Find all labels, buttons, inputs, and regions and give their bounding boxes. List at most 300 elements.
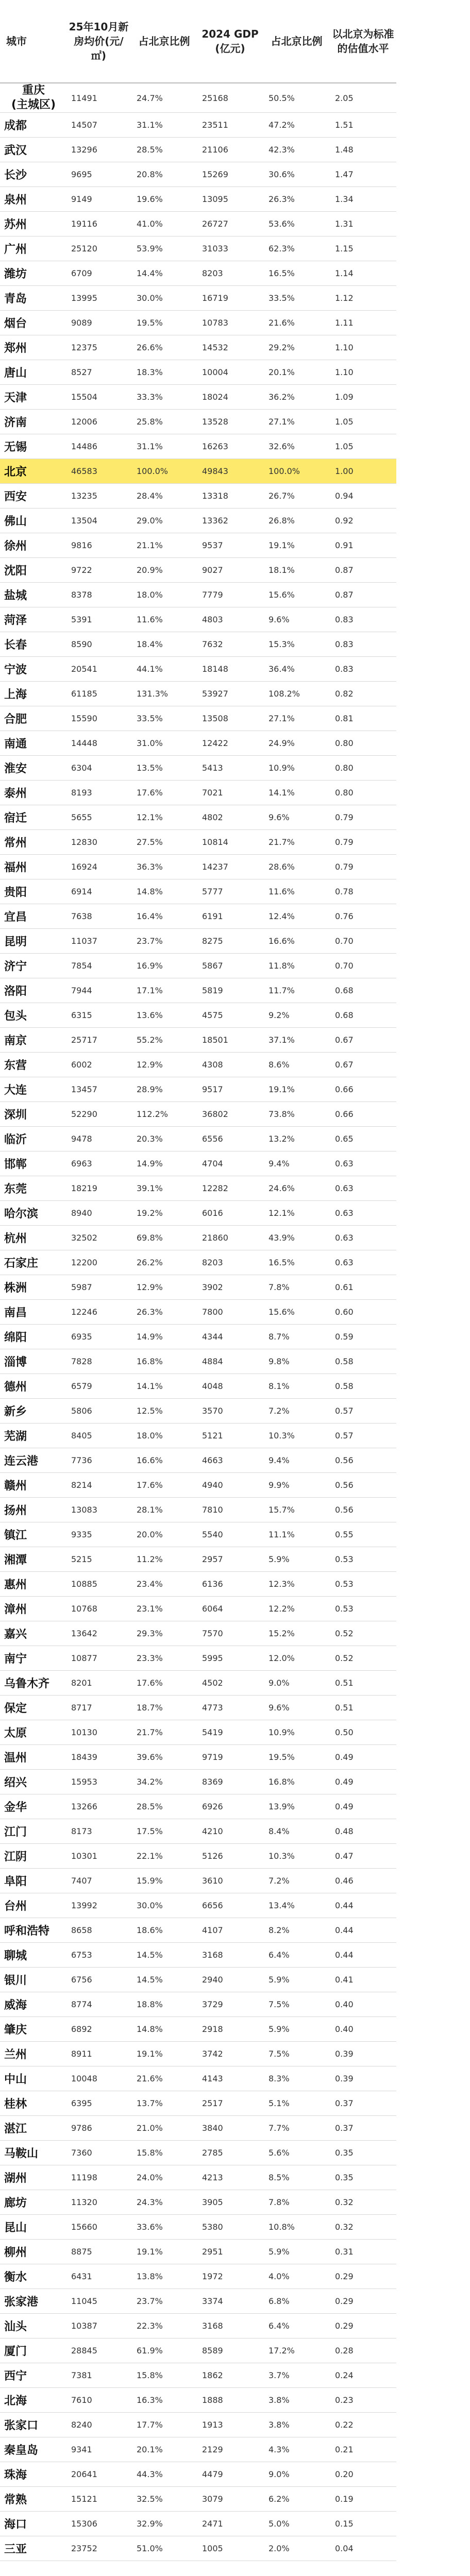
cell-city: 徐州 (0, 533, 66, 558)
cell-price: 8527 (66, 360, 131, 385)
cell-city: 湖州 (0, 2165, 66, 2190)
cell-level: 0.51 (330, 1696, 396, 1720)
table-row (0, 830, 470, 855)
cell-price-ratio: 33.6% (131, 2215, 197, 2240)
cell-gdp-ratio: 9.2% (263, 1003, 330, 1028)
cell-level: 0.37 (330, 2116, 396, 2141)
cell-gdp: 13095 (197, 187, 263, 212)
cell-price-ratio: 28.5% (131, 1794, 197, 1819)
cell-price-ratio: 13.6% (131, 1003, 197, 1028)
cell-price-ratio: 18.4% (131, 632, 197, 657)
cell-gdp-ratio: 36.2% (263, 385, 330, 410)
cell-price: 11045 (66, 2289, 131, 2314)
table-row (0, 533, 470, 558)
cell-gdp: 5777 (197, 879, 263, 904)
cell-price-ratio: 16.6% (131, 1448, 197, 1473)
cell-price: 8940 (66, 1201, 131, 1226)
cell-city: 德州 (0, 1374, 66, 1399)
cell-level: 0.56 (330, 1448, 396, 1473)
cell-city: 聊城 (0, 1943, 66, 1968)
cell-price-ratio: 41.0% (131, 212, 197, 236)
cell-price-ratio: 23.3% (131, 1646, 197, 1671)
cell-city: 汕头 (0, 2314, 66, 2338)
cell-city: 绍兴 (0, 1770, 66, 1794)
cell-gdp-ratio: 9.0% (263, 1671, 330, 1696)
cell-price: 9695 (66, 162, 131, 187)
cell-gdp-ratio: 9.4% (263, 1448, 330, 1473)
table-row (0, 1992, 470, 2017)
cell-city: 张家口 (0, 2413, 66, 2437)
table-row (0, 632, 470, 657)
cell-gdp: 9719 (197, 1745, 263, 1770)
cell-price-ratio: 29.3% (131, 1621, 197, 1646)
cell-price-ratio: 29.0% (131, 509, 197, 533)
cell-level: 1.47 (330, 162, 396, 187)
cell-gdp-ratio: 19.1% (263, 533, 330, 558)
cell-level: 0.28 (330, 2338, 396, 2363)
cell-gdp-ratio: 2.0% (263, 2536, 330, 2561)
cell-level: 0.79 (330, 805, 396, 830)
cell-gdp: 2951 (197, 2240, 263, 2264)
cell-gdp: 3742 (197, 2042, 263, 2066)
cell-level: 0.40 (330, 1992, 396, 2017)
cell-price: 23752 (66, 2536, 131, 2561)
table-row (0, 385, 470, 410)
cell-gdp-ratio: 7.5% (263, 1992, 330, 2017)
cell-price-ratio: 26.3% (131, 1300, 197, 1325)
cell-price-ratio: 53.9% (131, 236, 197, 261)
cell-price-ratio: 16.9% (131, 954, 197, 978)
cell-price: 10387 (66, 2314, 131, 2338)
cell-level: 0.63 (330, 1201, 396, 1226)
cell-level: 0.63 (330, 1176, 396, 1201)
cell-gdp: 5121 (197, 1423, 263, 1448)
cell-gdp: 5819 (197, 978, 263, 1003)
cell-price-ratio: 28.1% (131, 1498, 197, 1522)
cell-city: 海口 (0, 2512, 66, 2536)
cell-price: 11491 (66, 83, 131, 113)
cell-price-ratio: 14.4% (131, 261, 197, 286)
cell-gdp-ratio: 15.6% (263, 1300, 330, 1325)
cell-price: 25120 (66, 236, 131, 261)
cell-price: 7638 (66, 904, 131, 929)
cell-price-ratio: 17.6% (131, 1671, 197, 1696)
cell-city: 广州 (0, 236, 66, 261)
cell-gdp-ratio: 27.1% (263, 706, 330, 731)
cell-gdp: 7779 (197, 583, 263, 607)
cell-gdp: 25168 (197, 83, 263, 113)
cell-level: 0.58 (330, 1349, 396, 1374)
cell-gdp-ratio: 17.2% (263, 2338, 330, 2363)
cell-gdp: 10814 (197, 830, 263, 855)
cell-level: 0.32 (330, 2190, 396, 2215)
cell-city: 漳州 (0, 1597, 66, 1621)
cell-price: 19116 (66, 212, 131, 236)
table-row (0, 2512, 470, 2536)
cell-price-ratio: 19.1% (131, 2240, 197, 2264)
cell-price-ratio: 18.8% (131, 1992, 197, 2017)
cell-price: 9149 (66, 187, 131, 212)
cell-price: 10301 (66, 1844, 131, 1869)
cell-level: 0.35 (330, 2165, 396, 2190)
cell-price: 8875 (66, 2240, 131, 2264)
cell-price-ratio: 17.7% (131, 2413, 197, 2437)
cell-gdp-ratio: 29.2% (263, 335, 330, 360)
cell-gdp: 2940 (197, 1968, 263, 1992)
table-row (0, 2437, 470, 2462)
cell-price: 6002 (66, 1053, 131, 1077)
cell-price-ratio: 17.6% (131, 1473, 197, 1498)
cell-price: 13504 (66, 509, 131, 533)
cell-gdp: 2129 (197, 2437, 263, 2462)
cell-city: 湘潭 (0, 1547, 66, 1572)
cell-price-ratio: 14.5% (131, 1968, 197, 1992)
cell-gdp-ratio: 5.6% (263, 2141, 330, 2165)
cell-gdp: 1913 (197, 2413, 263, 2437)
cell-price: 13642 (66, 1621, 131, 1646)
cell-gdp-ratio: 9.8% (263, 1349, 330, 1374)
cell-city: 西安 (0, 484, 66, 509)
cell-price: 10768 (66, 1597, 131, 1621)
cell-price-ratio: 32.9% (131, 2512, 197, 2536)
cell-level: 0.52 (330, 1646, 396, 1671)
table-row (0, 459, 470, 484)
cell-price-ratio: 33.5% (131, 706, 197, 731)
cell-gdp-ratio: 15.2% (263, 1621, 330, 1646)
cell-gdp: 13318 (197, 484, 263, 509)
cell-price: 8193 (66, 781, 131, 805)
cell-price: 7944 (66, 978, 131, 1003)
cell-city: 贵阳 (0, 879, 66, 904)
cell-price: 13457 (66, 1077, 131, 1102)
cell-gdp: 14237 (197, 855, 263, 879)
cell-price: 6395 (66, 2091, 131, 2116)
cell-gdp: 21860 (197, 1226, 263, 1250)
cell-city: 佛山 (0, 509, 66, 533)
cell-level: 0.39 (330, 2066, 396, 2091)
table-row (0, 1423, 470, 1448)
cell-price: 7610 (66, 2388, 131, 2413)
cell-city: 台州 (0, 1893, 66, 1918)
table-row (0, 1844, 470, 1869)
cell-gdp-ratio: 47.2% (263, 113, 330, 138)
cell-city: 合肥 (0, 706, 66, 731)
cell-gdp-ratio: 8.4% (263, 1819, 330, 1844)
cell-price-ratio: 28.9% (131, 1077, 197, 1102)
cell-gdp: 13362 (197, 509, 263, 533)
cell-city: 宿迁 (0, 805, 66, 830)
cell-city: 珠海 (0, 2462, 66, 2487)
cell-gdp: 4575 (197, 1003, 263, 1028)
cell-level: 0.53 (330, 1597, 396, 1621)
cell-level: 0.51 (330, 1671, 396, 1696)
cell-gdp: 1005 (197, 2536, 263, 2561)
cell-gdp-ratio: 14.1% (263, 781, 330, 805)
cell-price-ratio: 31.1% (131, 434, 197, 459)
cell-price: 6914 (66, 879, 131, 904)
cell-gdp: 49843 (197, 459, 263, 484)
cell-price: 15660 (66, 2215, 131, 2240)
cell-price-ratio: 23.7% (131, 929, 197, 954)
cell-level: 1.34 (330, 187, 396, 212)
cell-gdp-ratio: 10.3% (263, 1423, 330, 1448)
cell-price: 6756 (66, 1968, 131, 1992)
cell-price: 20541 (66, 657, 131, 682)
cell-price-ratio: 44.1% (131, 657, 197, 682)
cell-level: 0.66 (330, 1077, 396, 1102)
cell-city: 苏州 (0, 212, 66, 236)
cell-gdp-ratio: 5.9% (263, 1547, 330, 1572)
cell-gdp-ratio: 4.0% (263, 2264, 330, 2289)
cell-gdp-ratio: 10.8% (263, 2215, 330, 2240)
cell-city: 福州 (0, 855, 66, 879)
cell-price-ratio: 24.7% (131, 83, 197, 113)
table-row (0, 1250, 470, 1275)
cell-city: 长沙 (0, 162, 66, 187)
cell-level: 1.11 (330, 311, 396, 335)
cell-level: 0.46 (330, 1869, 396, 1893)
cell-gdp-ratio: 13.4% (263, 1893, 330, 1918)
cell-gdp: 1972 (197, 2264, 263, 2289)
cell-gdp-ratio: 5.9% (263, 2017, 330, 2042)
cell-price: 12375 (66, 335, 131, 360)
table-row (0, 2165, 470, 2190)
cell-level: 0.70 (330, 929, 396, 954)
table-row (0, 1473, 470, 1498)
cell-city: 兰州 (0, 2042, 66, 2066)
cell-gdp-ratio: 13.9% (263, 1794, 330, 1819)
cell-gdp-ratio: 9.6% (263, 805, 330, 830)
table-row (0, 212, 470, 236)
cell-level: 0.39 (330, 2042, 396, 2066)
cell-gdp-ratio: 26.3% (263, 187, 330, 212)
cell-city: 上海 (0, 682, 66, 706)
cell-gdp: 3840 (197, 2116, 263, 2141)
table-row (0, 1003, 470, 1028)
cell-level: 0.04 (330, 2536, 396, 2561)
table-row (0, 1448, 470, 1473)
cell-price: 7381 (66, 2363, 131, 2388)
cell-price-ratio: 14.5% (131, 1943, 197, 1968)
cell-gdp: 8369 (197, 1770, 263, 1794)
cell-price-ratio: 112.2% (131, 1102, 197, 1127)
cell-level: 0.83 (330, 607, 396, 632)
cell-level: 0.57 (330, 1399, 396, 1423)
table-row (0, 113, 470, 138)
cell-price-ratio: 24.0% (131, 2165, 197, 2190)
cell-gdp-ratio: 12.0% (263, 1646, 330, 1671)
cell-price: 6963 (66, 1151, 131, 1176)
cell-gdp-ratio: 12.4% (263, 904, 330, 929)
cell-price: 9478 (66, 1127, 131, 1151)
cell-city: 肇庆 (0, 2017, 66, 2042)
table-row (0, 1671, 470, 1696)
table-row (0, 1498, 470, 1522)
cell-city: 赣州 (0, 1473, 66, 1498)
cell-gdp-ratio: 9.0% (263, 2462, 330, 2487)
cell-price-ratio: 15.8% (131, 2141, 197, 2165)
cell-city: 泉州 (0, 187, 66, 212)
cell-city: 天津 (0, 385, 66, 410)
cell-gdp: 5867 (197, 954, 263, 978)
cell-level: 0.61 (330, 1275, 396, 1300)
cell-city: 唐山 (0, 360, 66, 385)
cell-price-ratio: 13.7% (131, 2091, 197, 2116)
cell-level: 0.47 (330, 1844, 396, 1869)
cell-price-ratio: 17.5% (131, 1819, 197, 1844)
cell-gdp: 10004 (197, 360, 263, 385)
cell-price: 10885 (66, 1572, 131, 1597)
cell-price-ratio: 31.0% (131, 731, 197, 756)
cell-gdp-ratio: 16.5% (263, 1250, 330, 1275)
cell-level: 2.05 (330, 83, 396, 113)
cell-gdp-ratio: 30.6% (263, 162, 330, 187)
cell-price: 11037 (66, 929, 131, 954)
cell-price-ratio: 20.0% (131, 1522, 197, 1547)
cell-price-ratio: 20.9% (131, 558, 197, 583)
table-row (0, 1325, 470, 1349)
header-gdp-ratio: 占北京比例 (263, 0, 330, 83)
table-row (0, 2066, 470, 2091)
cell-gdp: 7810 (197, 1498, 263, 1522)
cell-gdp: 15269 (197, 162, 263, 187)
cell-level: 0.81 (330, 706, 396, 731)
cell-price: 8590 (66, 632, 131, 657)
cell-gdp-ratio: 11.7% (263, 978, 330, 1003)
cell-price: 9722 (66, 558, 131, 583)
table-row (0, 879, 470, 904)
cell-gdp-ratio: 20.1% (263, 360, 330, 385)
cell-price-ratio: 17.6% (131, 781, 197, 805)
cell-price: 9786 (66, 2116, 131, 2141)
cell-level: 0.56 (330, 1498, 396, 1522)
cell-gdp: 4479 (197, 2462, 263, 2487)
cell-price-ratio: 16.8% (131, 1349, 197, 1374)
cell-gdp: 26727 (197, 212, 263, 236)
table-row (0, 360, 470, 385)
cell-gdp-ratio: 6.4% (263, 1943, 330, 1968)
cell-city: 西宁 (0, 2363, 66, 2388)
table-row (0, 583, 470, 607)
cell-price-ratio: 18.3% (131, 360, 197, 385)
cell-price: 20641 (66, 2462, 131, 2487)
table-row (0, 1819, 470, 1844)
cell-gdp-ratio: 5.9% (263, 2240, 330, 2264)
cell-price: 6935 (66, 1325, 131, 1349)
cell-level: 1.00 (330, 459, 396, 484)
cell-gdp-ratio: 12.1% (263, 1201, 330, 1226)
table-row (0, 1275, 470, 1300)
cell-level: 0.87 (330, 558, 396, 583)
table-row (0, 2314, 470, 2338)
cell-price: 13083 (66, 1498, 131, 1522)
cell-price: 12830 (66, 830, 131, 855)
cell-price: 10877 (66, 1646, 131, 1671)
cell-level: 1.05 (330, 410, 396, 434)
cell-city: 惠州 (0, 1572, 66, 1597)
cell-price: 46583 (66, 459, 131, 484)
table-row (0, 1745, 470, 1770)
cell-gdp: 2918 (197, 2017, 263, 2042)
table-row (0, 2091, 470, 2116)
cell-price: 6709 (66, 261, 131, 286)
cell-price: 18219 (66, 1176, 131, 1201)
cell-gdp: 6191 (197, 904, 263, 929)
cell-gdp: 6926 (197, 1794, 263, 1819)
cell-gdp: 4663 (197, 1448, 263, 1473)
cell-gdp-ratio: 8.5% (263, 2165, 330, 2190)
table-row (0, 756, 470, 781)
cell-gdp-ratio: 36.4% (263, 657, 330, 682)
table-row (0, 558, 470, 583)
cell-gdp-ratio: 28.6% (263, 855, 330, 879)
cell-level: 0.37 (330, 2091, 396, 2116)
table-row (0, 410, 470, 434)
cell-gdp-ratio: 24.6% (263, 1176, 330, 1201)
cell-price: 11320 (66, 2190, 131, 2215)
cell-price: 10048 (66, 2066, 131, 2091)
cell-gdp: 5413 (197, 756, 263, 781)
cell-gdp: 4210 (197, 1819, 263, 1844)
cell-level: 0.41 (330, 1968, 396, 1992)
cell-gdp: 8275 (197, 929, 263, 954)
cell-level: 1.10 (330, 335, 396, 360)
cell-level: 0.21 (330, 2437, 396, 2462)
table-row (0, 434, 470, 459)
cell-level: 0.53 (330, 1547, 396, 1572)
cell-city: 呼和浩特 (0, 1918, 66, 1943)
cell-gdp-ratio: 19.1% (263, 1077, 330, 1102)
cell-level: 0.52 (330, 1621, 396, 1646)
cell-price: 13995 (66, 286, 131, 311)
cell-level: 0.20 (330, 2462, 396, 2487)
cell-level: 0.56 (330, 1473, 396, 1498)
cell-price: 7360 (66, 2141, 131, 2165)
cell-price: 12200 (66, 1250, 131, 1275)
cell-price-ratio: 20.1% (131, 2437, 197, 2462)
cell-level: 0.92 (330, 509, 396, 533)
cell-city: 阜阳 (0, 1869, 66, 1893)
table-row (0, 1201, 470, 1226)
cell-level: 0.87 (330, 583, 396, 607)
cell-gdp-ratio: 73.8% (263, 1102, 330, 1127)
table-row (0, 1151, 470, 1176)
cell-level: 1.15 (330, 236, 396, 261)
cell-gdp-ratio: 43.9% (263, 1226, 330, 1250)
cell-gdp-ratio: 16.6% (263, 929, 330, 954)
cell-price: 9341 (66, 2437, 131, 2462)
table-row (0, 607, 470, 632)
cell-gdp: 5419 (197, 1720, 263, 1745)
table-row (0, 1226, 470, 1250)
cell-level: 0.80 (330, 756, 396, 781)
cell-city: 成都 (0, 113, 66, 138)
cell-city: 中山 (0, 2066, 66, 2091)
cell-price: 28845 (66, 2338, 131, 2363)
cell-city: 镇江 (0, 1522, 66, 1547)
cell-price: 8201 (66, 1671, 131, 1696)
cell-price: 14448 (66, 731, 131, 756)
cell-level: 0.58 (330, 1374, 396, 1399)
cell-price-ratio: 18.0% (131, 1423, 197, 1448)
cell-level: 0.68 (330, 978, 396, 1003)
cell-gdp-ratio: 11.6% (263, 879, 330, 904)
cell-price-ratio: 51.0% (131, 2536, 197, 2561)
cell-gdp: 7632 (197, 632, 263, 657)
cell-gdp: 9027 (197, 558, 263, 583)
header-level: 以北京为标准的估值水平 (330, 0, 396, 83)
cell-price-ratio: 14.9% (131, 1325, 197, 1349)
